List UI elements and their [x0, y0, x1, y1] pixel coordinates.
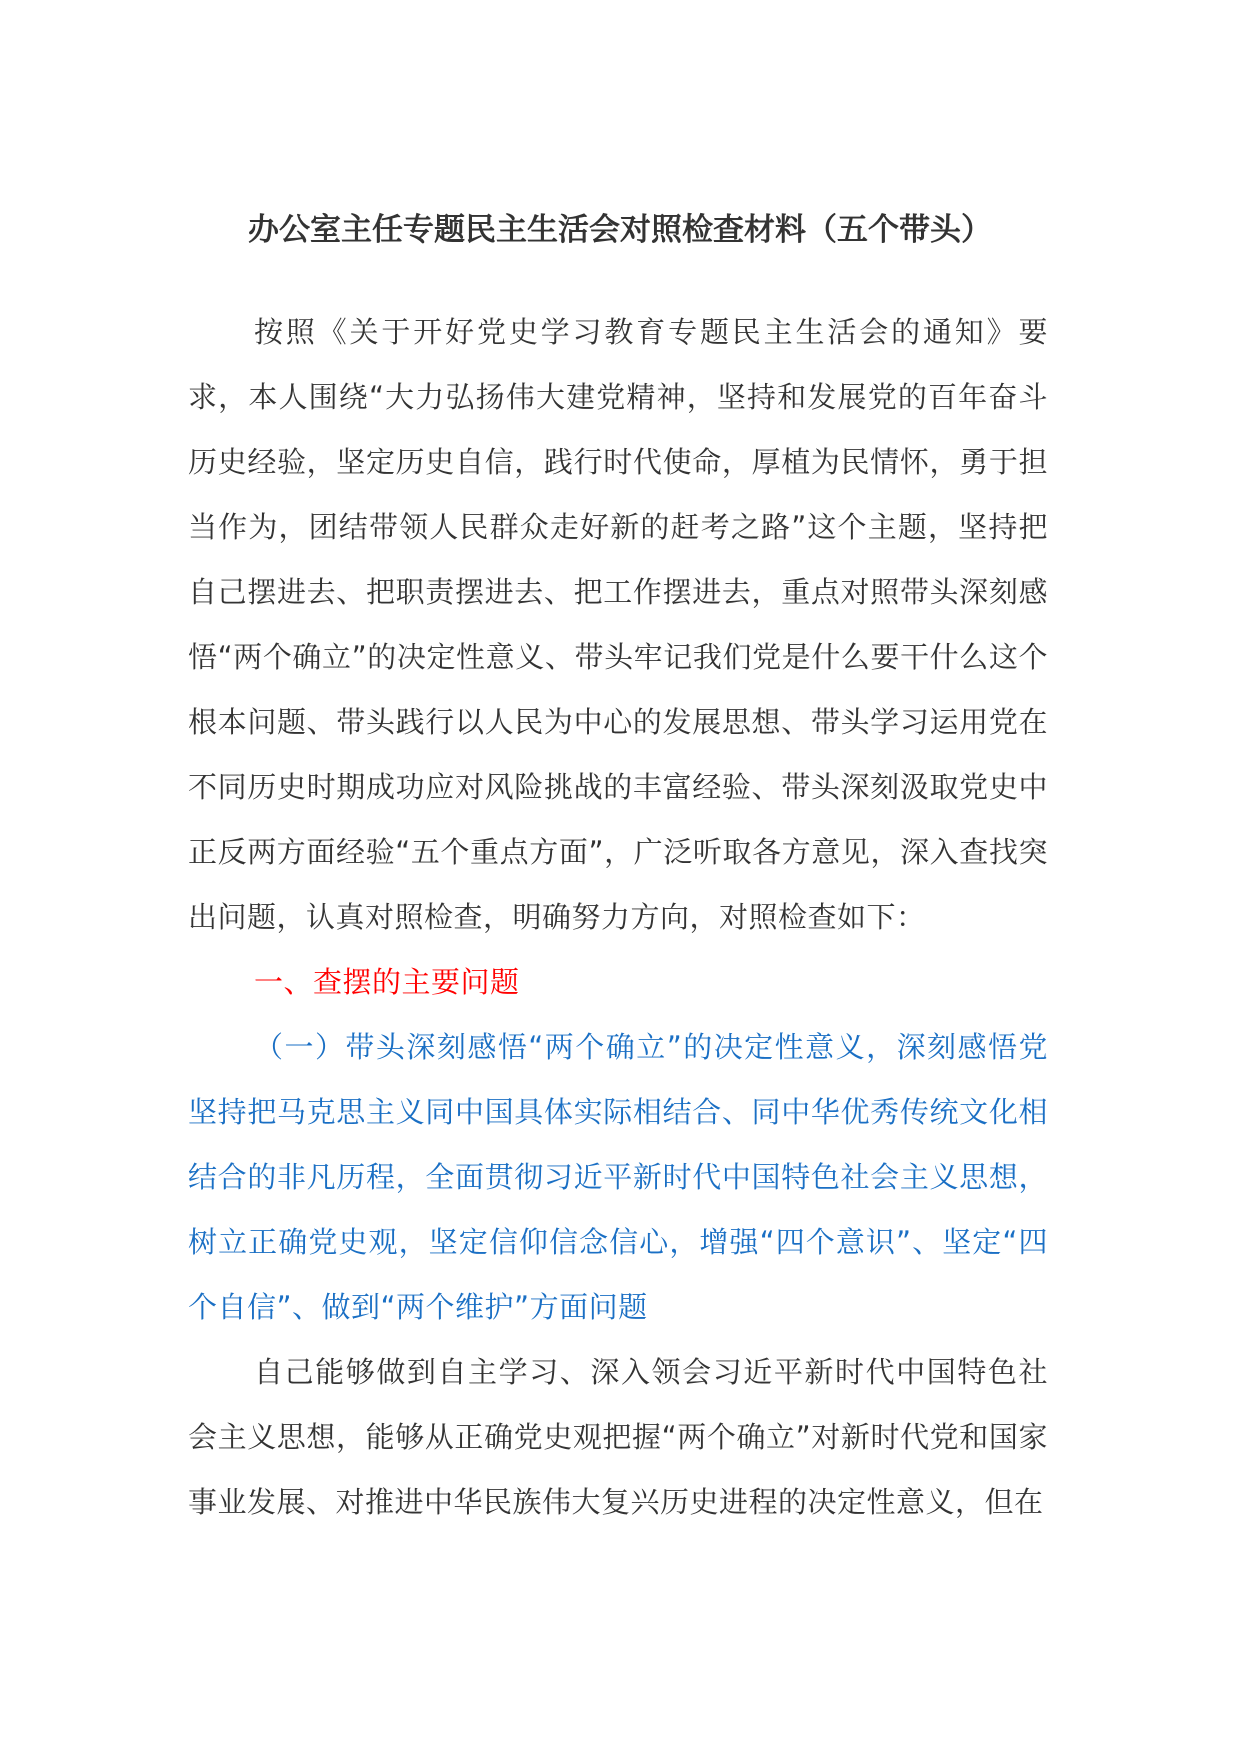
body-paragraph: 自己能够做到自主学习、深入领会习近平新时代中国特色社会主义思想，能够从正确党史观把握“两个确立”对新时代党和国家事业发展、对推进中华民族伟大复兴历史进程的决定性意义，但在	[188, 1355, 1048, 1519]
subsection-heading: （一）带头深刻感悟“两个确立”的决定性意义，深刻感悟党坚持把马克思主义同中国具体实际相结合、同中华优秀传统文化相结合的非凡历程，全面贯彻习近平新时代中国特色社会主义思想，树立正确党史观，坚定信仰信念信心，增强“四个意识”、坚定“四个自信”、做到“两个维护”方面问题	[188, 1030, 1048, 1324]
section-heading: 一、查摆的主要问题	[254, 965, 520, 999]
intro-paragraph: 按照《关于开好党史学习教育专题民主生活会的通知》要求，本人围绕“大力弘扬伟大建党精神，坚持和发展党的百年奋斗历史经验，坚定历史自信，践行时代使命，厚植为民情怀，勇于担当作为，团结带领人民群众走好新的赶考之路”这个主题，坚持把自己摆进去、把职责摆进去、把工作摆进去，重点对照带头深刻感悟“两个确立”的决定性意义、带头牢记我们党是什么要干什么这个根本问题、带头践行以人民为中心的发展思想、带头学习运用党在不同历史时期成功应对风险挑战的丰富经验、带头深刻汲取党史中正反两方面经验“五个重点方面”，广泛听取各方意见，深入查找突出问题，认真对照检查，明确努力方向，对照检查如下：	[188, 315, 1048, 934]
document-title: 办公室主任专题民主生活会对照检查材料（五个带头）	[248, 212, 992, 248]
document-body	[188, 300, 1048, 1535]
